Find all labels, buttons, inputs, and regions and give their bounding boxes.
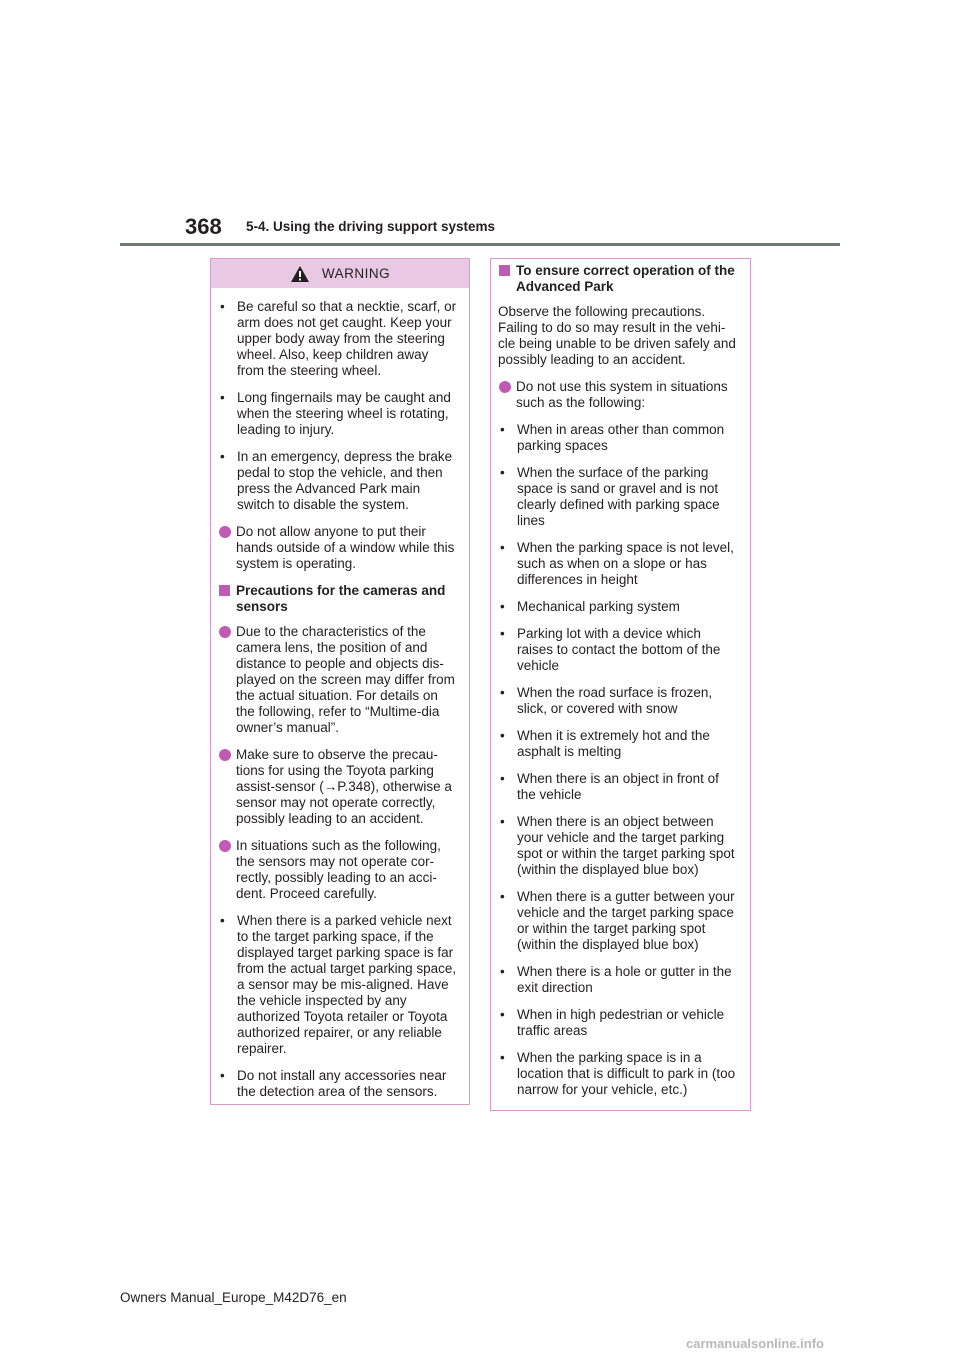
watermark: carmanualsonline.info [686, 1336, 824, 1351]
precaution-text: When the surface of the parking space is sand or gravel and is not clearly defined with parking space lines [517, 465, 720, 528]
header-rule [120, 243, 840, 246]
bullet-mark: • [500, 599, 505, 614]
precaution-bullet [498, 685, 740, 717]
warning-text: Long fingernails may be caught and when the steering wheel is rotating, leading to injury. [237, 390, 451, 437]
precaution-bullet [498, 814, 740, 878]
footer-doc-id: Owners Manual_Europe_M42D76_en [120, 1290, 347, 1305]
bullet-mark: • [500, 1050, 505, 1065]
warning-bullet [218, 913, 457, 1057]
circle-bullet-icon [499, 381, 511, 393]
warning-text: Due to the characteristics of the camera lens, the position of and distance to people and objects dis-played on the screen may differ from the actual situation. For details on the following, refer to “Multime-dia owner’s manual”. [236, 624, 455, 735]
warning-circle-item [218, 747, 457, 827]
warning-box [210, 258, 470, 1105]
precautions-box [490, 258, 751, 1111]
precaution-bullet [498, 540, 740, 588]
precaution-bullet [498, 626, 740, 674]
subheading-text: Precautions for the cameras and sensors [236, 583, 446, 614]
intro-text: Observe the following precautions. Failing to do so may result in the vehi-cle being unable to be driven safely and possibly leading to an accident. [498, 304, 736, 367]
precaution-text: When in areas other than common parking spaces [517, 422, 725, 453]
circle-bullet-icon [219, 526, 231, 538]
warning-text: When there is a parked vehicle next to the target parking space, if the displayed target parking space is far from the actual target parking space, a sensor may be mis-aligned. Have the vehicle inspected by any authorized Toyota retailer or Toyota authorized repairer, or any reliable repairer. [237, 913, 457, 1056]
heading-text: To ensure correct operation of the Advanced Park [516, 263, 735, 294]
warning-text: Do not install any accessories near the detection area of the sensors. [237, 1068, 447, 1099]
warning-bullet [218, 1068, 457, 1100]
bullet-mark: • [220, 299, 225, 314]
bullet-mark: • [500, 465, 505, 480]
warning-subheading [218, 583, 457, 615]
bullet-mark: • [500, 626, 505, 641]
warning-circle-item [218, 624, 457, 736]
page-number: 368 [185, 214, 222, 239]
precaution-bullet [498, 1050, 740, 1098]
precaution-text: When there is an object between your vehicle and the target parking spot or within the target parking spot (within the displayed blue box) [517, 814, 735, 877]
warning-bullet [218, 299, 457, 379]
circle-bullet-icon [219, 626, 231, 638]
circle-bullet-icon [219, 840, 231, 852]
precaution-bullet [498, 889, 740, 953]
precaution-bullet [498, 964, 740, 996]
bullet-mark: • [500, 1007, 505, 1022]
bullet-mark: • [500, 889, 505, 904]
precaution-bullet [498, 599, 740, 615]
precaution-text: When there is a gutter between your vehicle and the target parking space or within the target parking spot (within the displayed blue box) [517, 889, 735, 952]
bullet-mark: • [500, 728, 505, 743]
bullet-mark: • [500, 814, 505, 829]
precaution-bullet [498, 728, 740, 760]
square-bullet-icon [219, 585, 230, 596]
bullet-mark: • [500, 964, 505, 979]
precaution-bullet [498, 422, 740, 454]
precaution-text: When it is extremely hot and the asphalt is melting [517, 728, 710, 759]
precaution-text: Mechanical parking system [517, 599, 680, 614]
circle-text: Do not use this system in situations such as the following: [516, 379, 728, 410]
precaution-text: When the parking space is in a location that is difficult to park in (too narrow for your vehicle, etc.) [517, 1050, 736, 1097]
warning-text: In an emergency, depress the brake pedal to stop the vehicle, and then press the Advanced Park main switch to disable the system. [237, 449, 453, 512]
precaution-bullet [498, 771, 740, 803]
precautions-heading [498, 263, 740, 295]
section-title: 5-4. Using the driving support systems [246, 219, 496, 234]
warning-circle-item [218, 838, 457, 902]
warning-bullet [218, 449, 457, 513]
warning-text: In situations such as the following, the sensors may not operate cor-rectly, possibly leading to an acci-dent. Proceed carefully. [236, 838, 441, 901]
warning-text: Make sure to observe the precau-tions for using the Toyota parking assist-sensor (→P.348), otherwise a sensor may not operate correctly, possibly leading to an accident. [236, 747, 452, 826]
precaution-bullet [498, 1007, 740, 1039]
precautions-circle-item [498, 379, 740, 411]
precaution-text: When the parking space is not level, such as when on a slope or has differences in height [517, 540, 734, 587]
bullet-mark: • [220, 449, 225, 464]
precaution-text: When in high pedestrian or vehicle traffic areas [517, 1007, 725, 1038]
bullet-mark: • [500, 685, 505, 700]
warning-title: WARNING [321, 265, 391, 281]
circle-bullet-icon [219, 749, 231, 761]
precaution-text: When there is a hole or gutter in the exit direction [517, 964, 732, 995]
square-bullet-icon [499, 265, 510, 276]
bullet-mark: • [500, 540, 505, 555]
bullet-mark: • [220, 390, 225, 405]
warning-header [211, 259, 469, 288]
bullet-mark: • [500, 771, 505, 786]
bullet-mark: • [220, 913, 225, 928]
bullet-mark: • [500, 422, 505, 437]
bullet-mark: • [220, 1068, 225, 1083]
warning-text: Do not allow anyone to put their hands outside of a window while this system is operating. [236, 524, 455, 571]
precaution-text: When there is an object in front of the vehicle [517, 771, 719, 802]
precaution-text: When the road surface is frozen, slick, or covered with snow [517, 685, 713, 716]
warning-text: Be careful so that a necktie, scarf, or arm does not get caught. Keep your upper body away from the steering wheel. Also, keep children away from the steering wheel. [237, 299, 457, 378]
precaution-text: Parking lot with a device which raises to contact the bottom of the vehicle [517, 626, 721, 673]
warning-bullet [218, 390, 457, 438]
warning-circle-item [218, 524, 457, 572]
precaution-bullet [498, 465, 740, 529]
warning-triangle-icon [290, 265, 310, 283]
